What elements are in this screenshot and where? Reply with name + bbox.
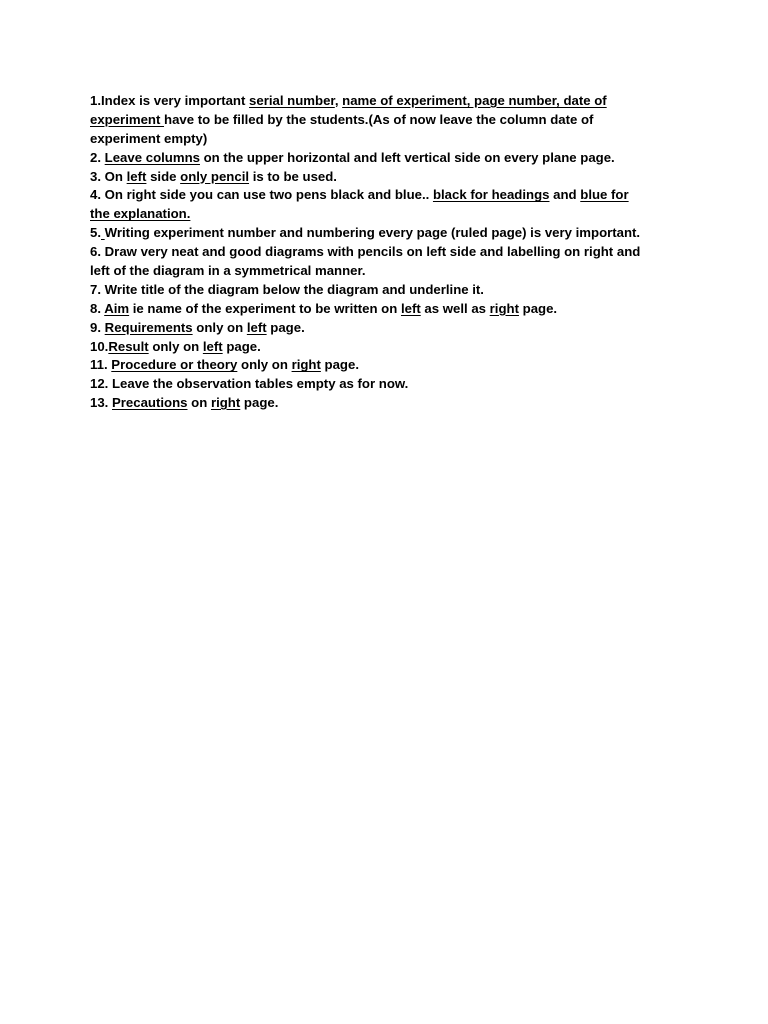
text-segment: page. — [320, 357, 359, 373]
text-line — [90, 281, 680, 300]
text-segment: only on — [192, 319, 247, 335]
text-segment: 1.Index is very important — [90, 93, 250, 108]
text-segment: 11. — [90, 357, 112, 373]
text-line — [90, 394, 680, 413]
text-segment: 2. — [90, 149, 105, 165]
text-segment: on — [187, 395, 211, 411]
underlined-text: left — [126, 168, 147, 184]
underlined-text: Requirements — [104, 319, 193, 335]
text-line — [90, 186, 680, 205]
text-line — [90, 130, 680, 149]
underlined-text: right — [291, 357, 321, 373]
underlined-text: right — [489, 300, 519, 316]
text-segment: side — [146, 168, 181, 184]
underlined-text: left — [400, 300, 421, 316]
text-line — [90, 224, 680, 243]
underlined-text: Aim — [104, 300, 130, 316]
text-segment: as well as — [420, 300, 490, 316]
underlined-text: Result — [108, 338, 149, 354]
text-segment: , — [334, 93, 343, 108]
text-segment: page. — [518, 300, 558, 316]
text-line — [90, 338, 680, 357]
text-segment: left of the diagram in a symmetrical manner. — [90, 263, 366, 279]
text-segment: 6. Draw very neat and good diagrams with pencils on left side and labelling on right and — [90, 244, 641, 260]
text-line — [90, 168, 680, 187]
text-line — [90, 111, 680, 130]
instructions-document — [90, 92, 680, 413]
underlined-text: experiment — [90, 111, 165, 127]
text-segment: 12. Leave the observation tables empty as for now. — [90, 376, 409, 392]
underlined-text: right — [210, 395, 241, 411]
underlined-text: serial number — [249, 93, 335, 108]
underlined-text: blue for — [580, 187, 629, 203]
text-segment: 3. On — [90, 168, 127, 184]
text-segment: page. — [240, 395, 279, 411]
text-segment: page. — [266, 319, 305, 335]
text-segment: 8. — [90, 300, 105, 316]
text-segment: only on — [237, 357, 292, 373]
text-segment: only on — [148, 338, 203, 354]
underlined-text: Precautions — [112, 395, 188, 411]
text-line — [90, 375, 680, 394]
text-line — [90, 356, 680, 375]
text-line — [90, 92, 680, 111]
underlined-text: name of experiment, page number, date of — [342, 93, 607, 108]
underlined-text: black for headings — [432, 187, 550, 203]
text-line — [90, 149, 680, 168]
text-segment: Writing experiment number and numbering every page (ruled page) is very important. — [104, 225, 641, 241]
text-segment: 10. — [90, 338, 109, 354]
text-line — [90, 243, 680, 262]
text-segment: have to be filled by the students.(As of now leave the column date of — [164, 111, 594, 127]
underlined-text: left — [202, 338, 223, 354]
text-segment: page. — [222, 338, 261, 354]
text-line — [90, 262, 680, 281]
text-segment: 9. — [90, 319, 105, 335]
underlined-text: Leave columns — [104, 149, 200, 165]
text-line — [90, 300, 680, 319]
text-segment: on the upper horizontal and left vertical side on every plane page. — [199, 149, 615, 165]
text-segment: experiment empty) — [90, 130, 208, 146]
text-segment: and — [549, 187, 581, 203]
text-line — [90, 319, 680, 338]
text-segment: is to be used. — [249, 168, 337, 184]
underlined-text: the explanation. — [90, 206, 191, 222]
text-segment: 13. — [90, 395, 112, 411]
text-segment: 7. Write title of the diagram below the diagram and underline it. — [90, 281, 484, 297]
text-segment: 5. — [90, 225, 101, 241]
underlined-text: left — [246, 319, 267, 335]
text-line — [90, 205, 680, 224]
text-segment: 4. On right side you can use two pens black and blue.. — [90, 187, 433, 203]
text-segment: ie name of the experiment to be written on — [129, 300, 401, 316]
underlined-text: only pencil — [180, 168, 250, 184]
underlined-text: Procedure or theory — [111, 357, 238, 373]
